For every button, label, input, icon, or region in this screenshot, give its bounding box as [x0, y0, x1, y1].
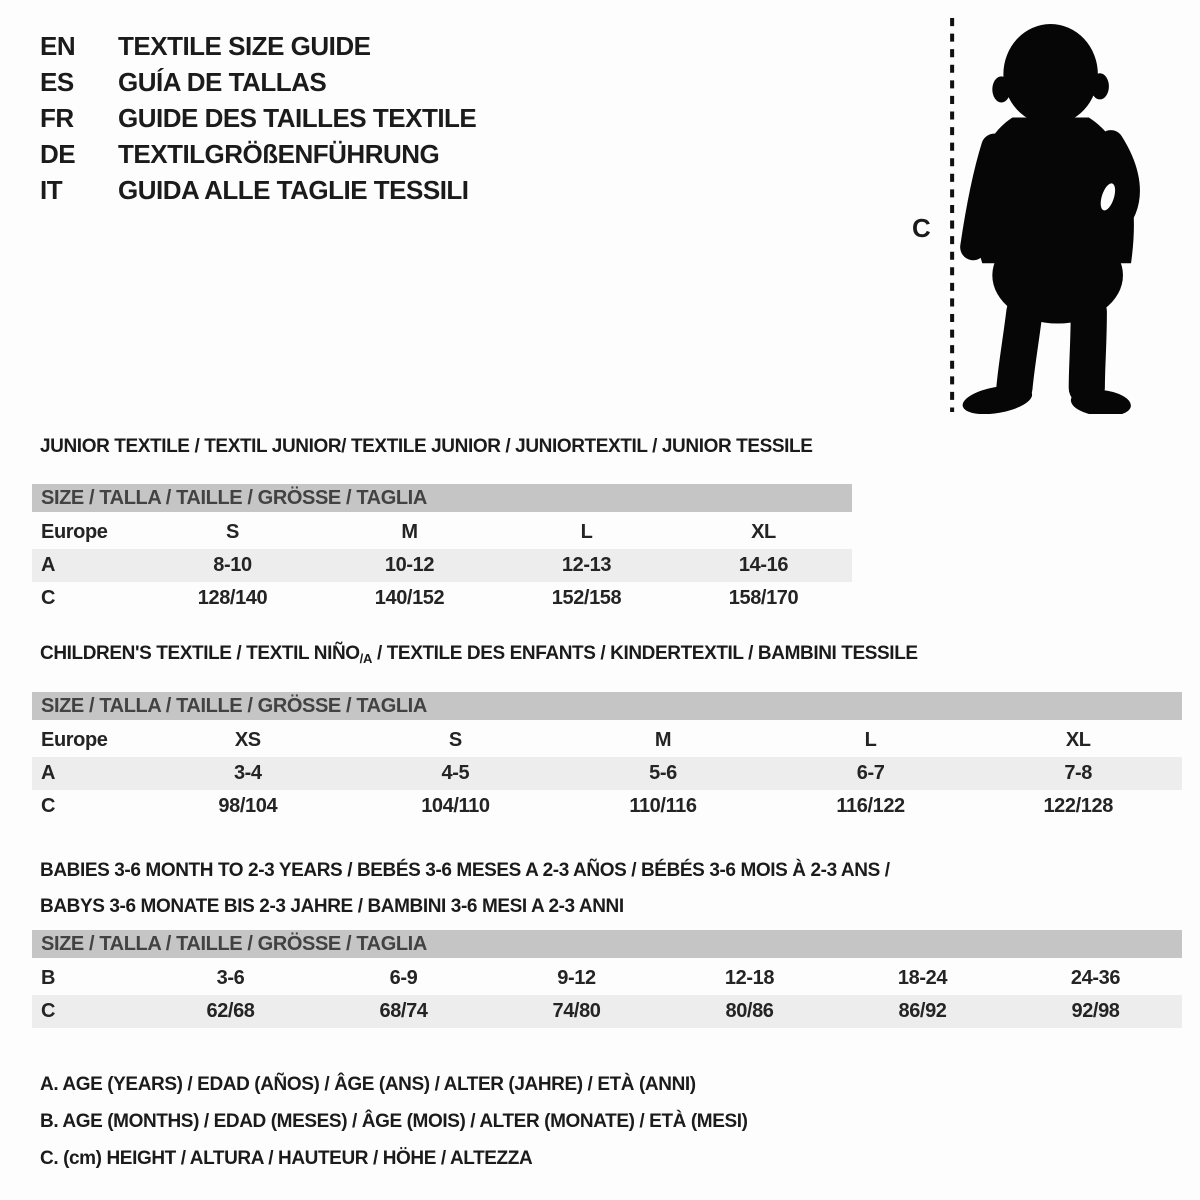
language-row	[40, 64, 476, 100]
row-label-cell: Europe	[41, 729, 108, 751]
language-code: FR	[40, 103, 74, 133]
babies-title-line1: BABIES 3-6 MONTH TO 2-3 YEARS / BEBÉS 3-6 MESES A 2-3 AÑOS / BÉBÉS 3-6 MOIS À 2-3 ANS /	[40, 860, 890, 881]
table-row-height	[32, 582, 852, 615]
children-title-pre: CHILDREN'S TEXTILE / TEXTIL NIÑO	[40, 643, 360, 664]
table-row-height	[32, 995, 1182, 1028]
table-cell: 86/92	[898, 1000, 947, 1022]
table-cell: 10-12	[384, 554, 435, 576]
table-cell: 7-8	[1064, 762, 1093, 784]
language-code: IT	[40, 175, 63, 205]
table-cell: M	[654, 729, 672, 751]
language-label: GUÍA DE TALLAS	[118, 67, 327, 97]
language-label: TEXTILE SIZE GUIDE	[118, 31, 371, 61]
babies-section-title	[40, 853, 890, 925]
table-row-age	[32, 549, 852, 582]
language-row	[40, 136, 476, 172]
table-cell: 14-16	[738, 554, 789, 576]
language-label: GUIDA ALLE TAGLIE TESSILI	[118, 175, 469, 205]
table-cell: 4-5	[441, 762, 470, 784]
language-guide-header	[40, 28, 476, 208]
table-row-height	[32, 790, 1182, 823]
table-cell: 98/104	[218, 795, 278, 817]
table-cell: 92/98	[1071, 1000, 1120, 1022]
table-cell: 68/74	[379, 1000, 428, 1022]
children-section-title	[40, 643, 918, 666]
legend-item-height-cm: C. (cm) HEIGHT / ALTURA / HAUTEUR / HÖHE / ALTEZZA	[40, 1148, 533, 1169]
table-cell: M	[401, 521, 418, 543]
table-cell: 74/80	[552, 1000, 601, 1022]
row-label-cell: A	[41, 762, 56, 784]
children-size-table	[32, 692, 1182, 823]
table-cell: 3-6	[216, 967, 245, 989]
table-cell: 122/128	[1043, 795, 1113, 817]
size-header-bar: SIZE / TALLA / TAILLE / GRÖSSE / TAGLIA	[32, 692, 1182, 720]
table-cell: 3-4	[233, 762, 262, 784]
table-cell: XL	[1065, 729, 1091, 751]
table-cell: S	[448, 729, 462, 751]
table-row-europe	[32, 724, 1182, 757]
table-cell: 5-6	[649, 762, 677, 784]
babies-size-table	[32, 930, 1182, 1028]
toddler-silhouette	[900, 12, 1155, 414]
table-cell: S	[226, 521, 239, 543]
language-code: DE	[40, 139, 76, 169]
junior-size-table	[32, 484, 852, 615]
table-cell: L	[580, 521, 593, 543]
table-cell: 6-9	[389, 967, 418, 989]
measure-label-c: C	[912, 213, 931, 243]
language-label: TEXTILGRÖßENFÜHRUNG	[118, 139, 440, 169]
table-cell: 12-18	[724, 967, 775, 989]
children-title-sub: /A	[359, 651, 373, 666]
table-cell: 116/122	[836, 795, 905, 817]
row-label-cell: A	[41, 554, 56, 576]
table-cell: 18-24	[897, 967, 948, 989]
table-cell: 12-13	[561, 554, 612, 576]
table-cell: XL	[751, 521, 776, 543]
language-code: ES	[40, 67, 74, 97]
table-cell: XS	[234, 729, 261, 751]
table-cell: 152/158	[551, 587, 622, 609]
table-cell: 6-7	[856, 762, 885, 784]
junior-section-title: JUNIOR TEXTILE / TEXTIL JUNIOR/ TEXTILE JUNIOR / JUNIORTEXTIL / JUNIOR TESSILE	[40, 436, 813, 457]
table-cell: 62/68	[206, 1000, 255, 1022]
table-row-age	[32, 757, 1182, 790]
language-row	[40, 100, 476, 136]
table-cell: 9-12	[557, 967, 596, 989]
table-cell: 128/140	[197, 587, 268, 609]
babies-title-line2: BABYS 3-6 MONATE BIS 2-3 JAHRE / BAMBINI 3-6 MESI A 2-3 ANNI	[40, 896, 624, 917]
measurement-legend	[40, 1066, 748, 1177]
table-cell: 140/152	[374, 587, 445, 609]
table-cell: 104/110	[421, 795, 490, 817]
row-label-cell: C	[41, 795, 56, 817]
row-label-cell: B	[41, 967, 56, 989]
table-cell: 110/116	[629, 795, 697, 817]
language-row	[40, 172, 476, 208]
size-header-bar: SIZE / TALLA / TAILLE / GRÖSSE / TAGLIA	[32, 484, 852, 512]
table-cell: 24-36	[1070, 967, 1121, 989]
language-label: GUIDE DES TAILLES TEXTILE	[118, 103, 477, 133]
row-label-cell: C	[41, 1000, 56, 1022]
table-cell: 8-10	[213, 554, 252, 576]
row-label-cell: Europe	[41, 521, 108, 543]
table-row-europe	[32, 516, 852, 549]
row-label-cell: C	[41, 587, 56, 609]
table-cell: 158/170	[728, 587, 799, 609]
language-code: EN	[40, 31, 76, 61]
language-row	[40, 28, 476, 64]
table-cell: 80/86	[725, 1000, 774, 1022]
size-header-bar: SIZE / TALLA / TAILLE / GRÖSSE / TAGLIA	[32, 930, 1182, 958]
legend-item-age-months: B. AGE (MONTHS) / EDAD (MESES) / ÂGE (MOIS) / ALTER (MONATE) / ETÀ (MESI)	[40, 1111, 748, 1132]
table-row-months	[32, 962, 1182, 995]
table-cell: L	[864, 729, 877, 751]
children-title-post: / TEXTILE DES ENFANTS / KINDERTEXTIL / BAMBINI TESSILE	[372, 643, 918, 664]
legend-item-age-years: A. AGE (YEARS) / EDAD (AÑOS) / ÂGE (ANS) / ALTER (JAHRE) / ETÀ (ANNI)	[40, 1074, 696, 1095]
